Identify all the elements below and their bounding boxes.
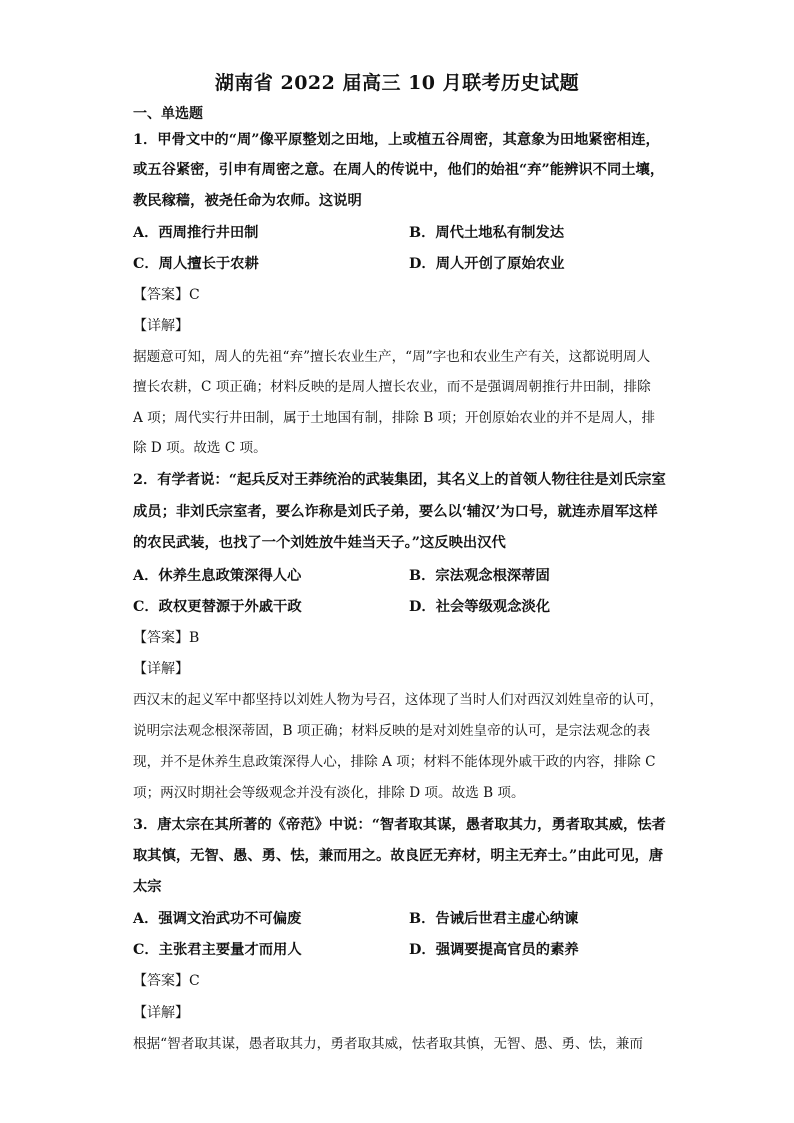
question-1-stem-line-2: 或五谷紧密，引申有周密之意。在周人的传说中，他们的始祖“弃”能辨识不同土壤， bbox=[133, 162, 665, 178]
question-2-stem-line-1: 2．有学者说：“起兵反对王莽统治的武装集团，其名义上的首领人物往往是刘氏宗室 bbox=[133, 472, 666, 488]
question-3-option-b: B．告诫后世君主虚心纳谏 bbox=[409, 911, 579, 927]
question-1-explanation-line-3: A 项；周代实行井田制，属于土地国有制，排除 B 项；开创原始农业的并不是周人，排 bbox=[133, 410, 656, 426]
section-heading: 一、单选题 bbox=[133, 106, 203, 122]
answer-label: 【答案】 bbox=[133, 287, 189, 303]
question-2-option-d: D．社会等级观念淡化 bbox=[409, 599, 551, 615]
answer-label: 【答案】 bbox=[133, 973, 189, 989]
question-1-explanation-line-2: 擅长农耕，C 项正确；材料反映的是周人擅长农业，而不是强调周朝推行井田制，排除 bbox=[133, 379, 651, 395]
question-1-answer bbox=[133, 284, 200, 304]
question-2-explanation-line-4: 项；两汉时期社会等级观念并没有淡化，排除 D 项。故选 B 项。 bbox=[133, 785, 525, 801]
question-3-stem-line-2: 取其慎，无智、愚、勇、怯，兼而用之。故良匠无弃材，明主无弃士。”由此可见，唐 bbox=[133, 848, 664, 864]
question-2-stem-line-3: 的农民武装，也找了一个刘姓放牛娃当天子。”这反映出汉代 bbox=[133, 535, 506, 551]
question-2-explanation-line-3: 现，并不是休养生息政策深得人心，排除 A 项；材料不能体现外戚干政的内容，排除 C bbox=[133, 754, 656, 770]
question-2-detail-label: 【详解】 bbox=[133, 661, 189, 677]
question-1-option-a: A．西周推行井田制 bbox=[133, 225, 259, 241]
question-1-option-b: B．周代土地私有制发达 bbox=[409, 225, 565, 241]
answer-value: C bbox=[189, 287, 200, 303]
question-1-detail-label: 【详解】 bbox=[133, 318, 189, 334]
question-2-stem-line-2: 成员；非刘氏宗室者，要么诈称是刘氏子弟，要么以‘辅汉’为口号，就连赤眉军这样 bbox=[133, 504, 658, 520]
question-2-answer bbox=[133, 627, 199, 647]
question-3-explanation-line-1: 根据“智者取其谋，愚者取其力，勇者取其威，怯者取其慎，无智、愚、勇、怯，兼而 bbox=[133, 1036, 643, 1052]
question-2-explanation-line-1: 西汉末的起义军中都坚持以刘姓人物为号召，这体现了当时人们对西汉刘姓皇帝的认可， bbox=[133, 692, 664, 708]
question-2-option-c: C．政权更替源于外戚干政 bbox=[133, 599, 302, 615]
question-3-stem-line-3: 太宗 bbox=[133, 879, 162, 895]
page-title: 湖南省 2022 届高三 10 月联考历史试题 bbox=[214, 72, 580, 94]
question-3-answer bbox=[133, 970, 200, 990]
question-2-option-b: B．宗法观念根深蒂固 bbox=[409, 568, 550, 584]
question-3-option-a: A．强调文治武功不可偏废 bbox=[133, 911, 302, 927]
question-3-detail-label: 【详解】 bbox=[133, 1005, 189, 1021]
question-1-explanation-line-1: 据题意可知，周人的先祖“弃”擅长农业生产，“周”字也和农业生产有关，这都说明周人 bbox=[133, 349, 651, 365]
question-1-option-d: D．周人开创了原始农业 bbox=[409, 256, 565, 272]
question-3-stem-line-1: 3．唐太宗在其所著的《帝范》中说：“智者取其谋，愚者取其力，勇者取其威，怯者 bbox=[133, 817, 666, 833]
answer-value: C bbox=[189, 973, 200, 989]
question-1-option-c: C．周人擅长于农耕 bbox=[133, 256, 259, 272]
question-3-option-c: C．主张君主要量才而用人 bbox=[133, 942, 302, 958]
question-1-stem-line-1: 1．甲骨文中的“周”像平原整划之田地，上或植五谷周密，其意象为田地紧密相连， bbox=[133, 132, 660, 148]
question-2-option-a: A．休养生息政策深得人心 bbox=[133, 568, 302, 584]
answer-value: B bbox=[189, 630, 200, 646]
question-3-option-d: D．强调要提高官员的素养 bbox=[409, 942, 579, 958]
question-2-explanation-line-2: 说明宗法观念根深蒂固，B 项正确；材料反映的是对刘姓皇帝的认可，是宗法观念的表 bbox=[133, 723, 651, 739]
question-1-explanation-line-4: 除 D 项。故选 C 项。 bbox=[133, 440, 267, 456]
answer-label: 【答案】 bbox=[133, 630, 189, 646]
question-1-stem-line-3: 教民稼穑，被尧任命为农师。这说明 bbox=[133, 193, 362, 209]
